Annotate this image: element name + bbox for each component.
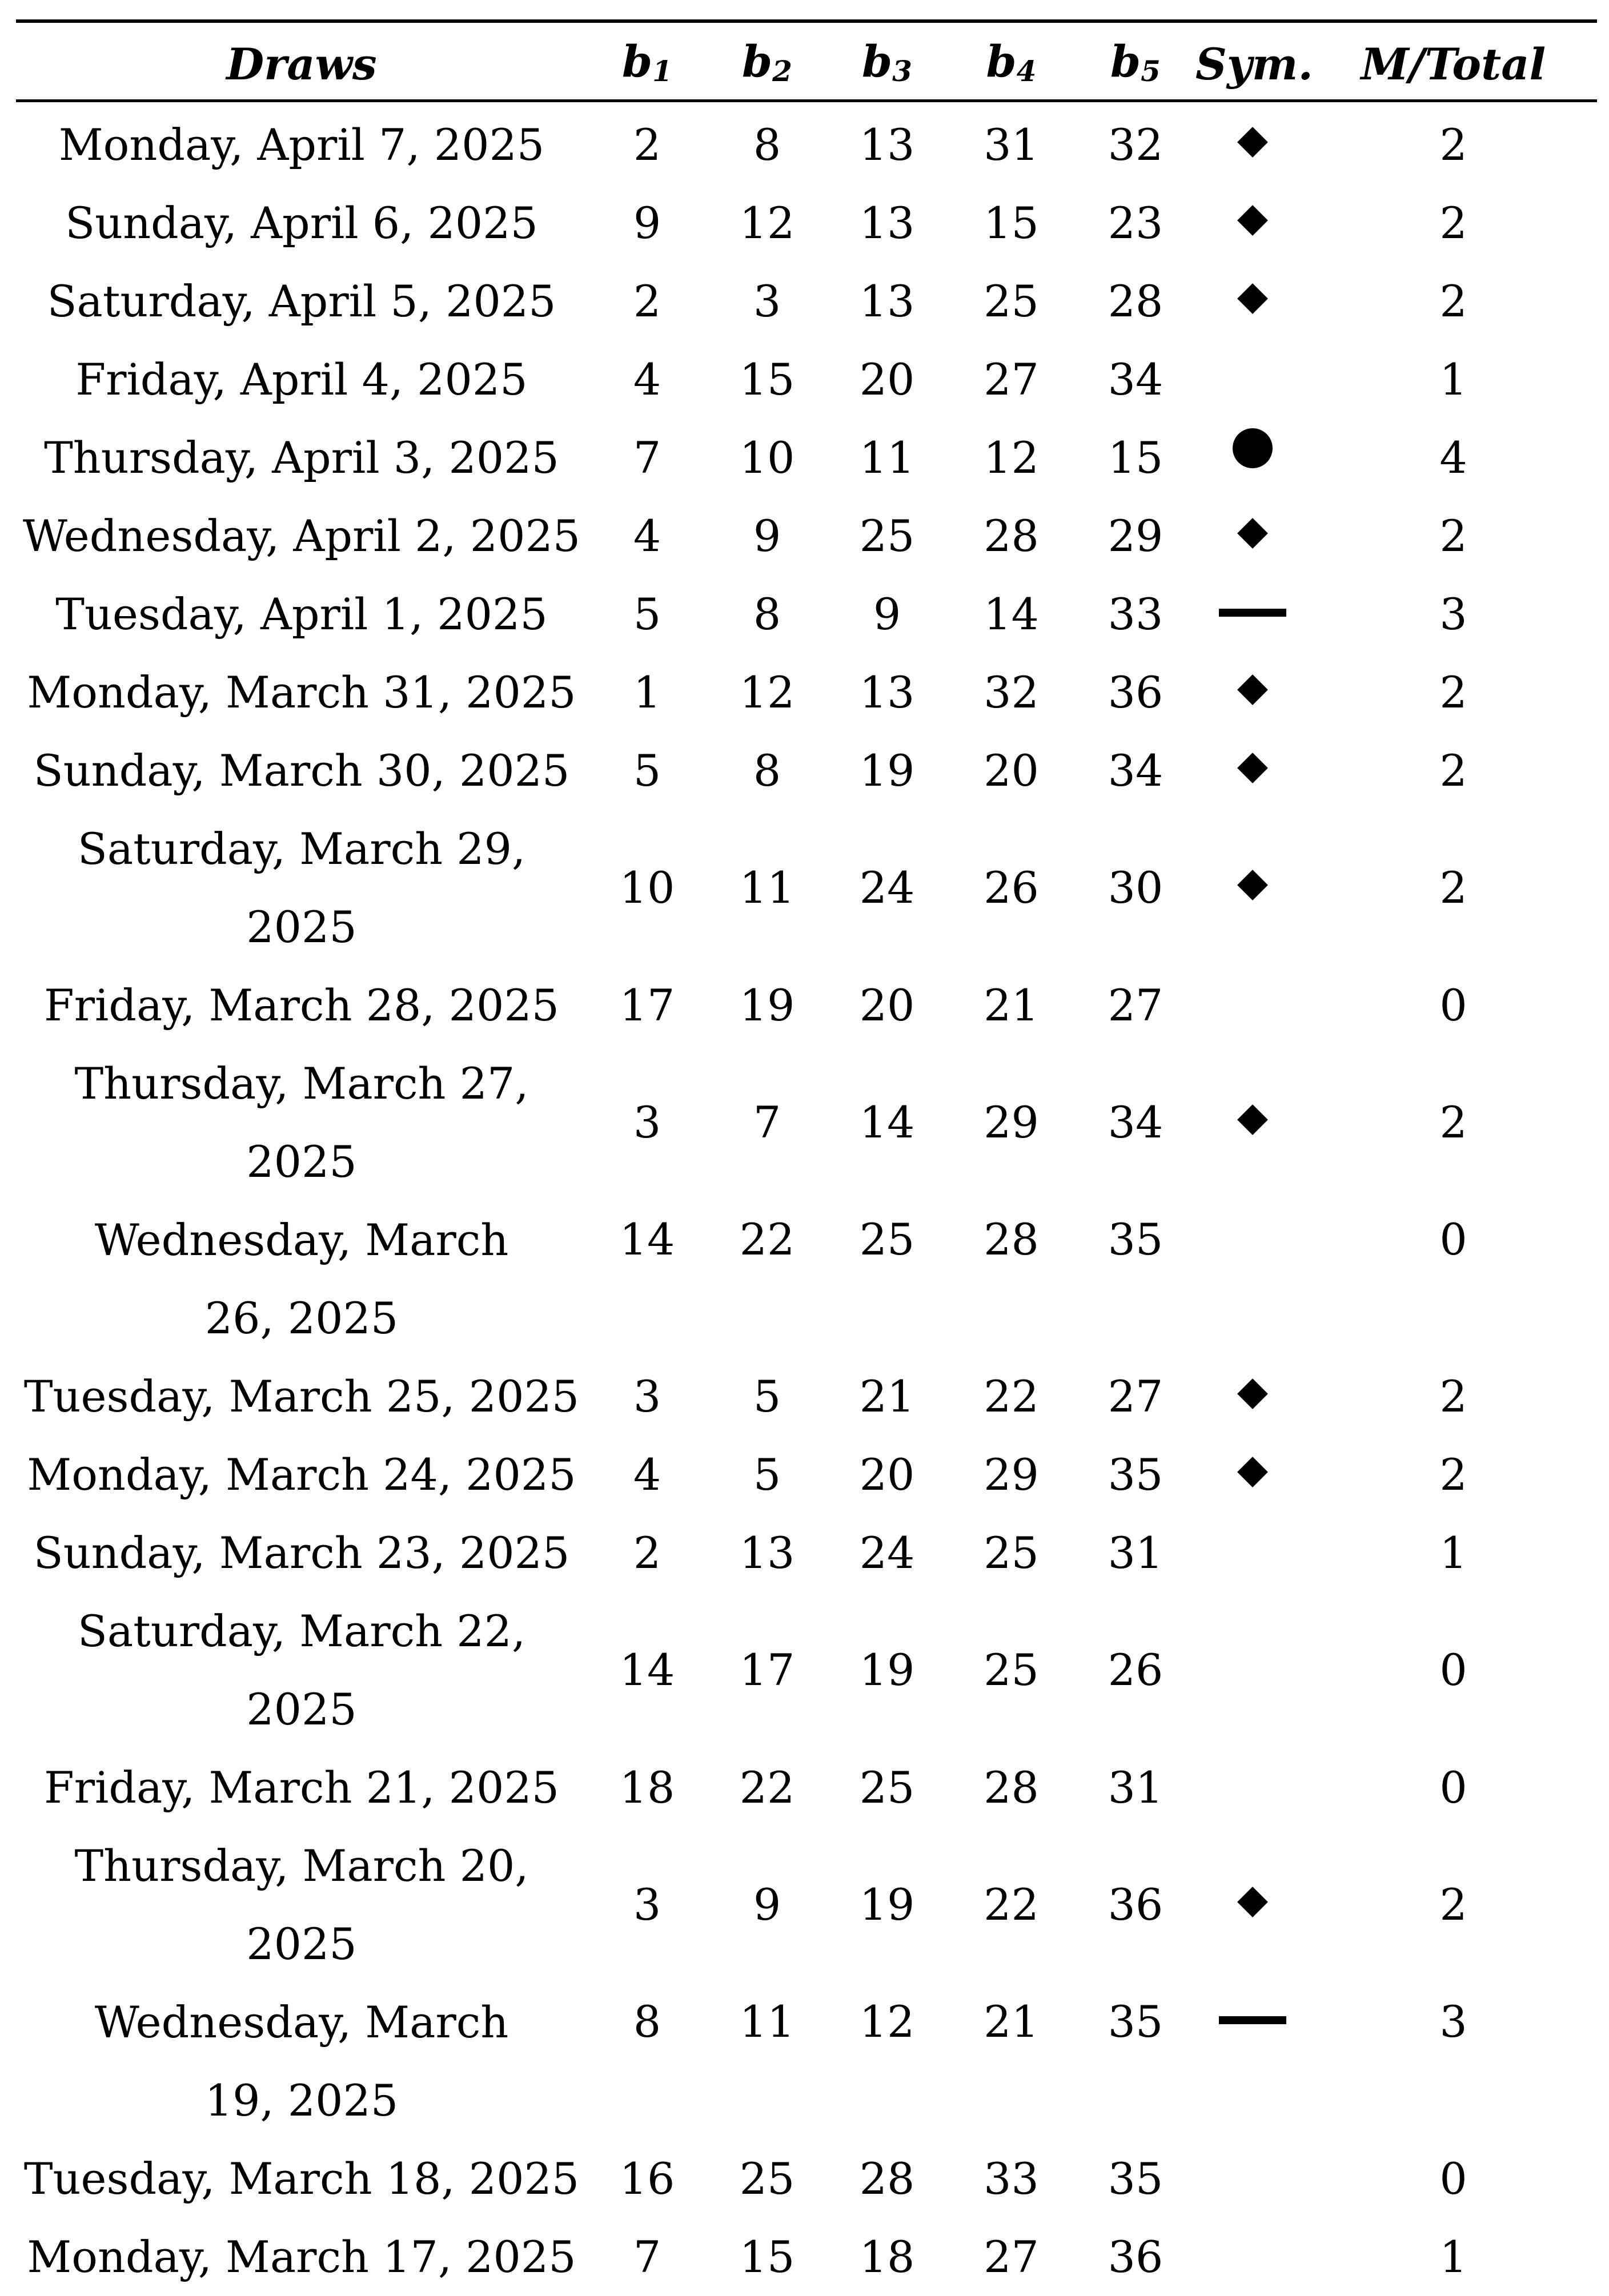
ball-b1-cell: 4 bbox=[633, 510, 661, 561]
table-row bbox=[16, 106, 1597, 184]
ball-b3-cell: 24 bbox=[859, 862, 915, 913]
ball-b3-cell: 9 bbox=[873, 588, 901, 640]
table-row bbox=[16, 497, 1597, 575]
draws-table bbox=[16, 23, 1597, 2296]
ball-b1-cell: 7 bbox=[633, 2231, 661, 2282]
symbol-cell bbox=[1195, 2140, 1310, 2218]
table-row bbox=[16, 653, 1597, 731]
diamond-icon bbox=[1237, 1887, 1268, 1917]
match-total-cell: 0 bbox=[1439, 1762, 1467, 1813]
ball-b5-cell: 28 bbox=[1108, 275, 1163, 327]
ball-b5-cell: 31 bbox=[1108, 1762, 1163, 1813]
header-total: M/Total bbox=[1361, 38, 1546, 90]
ball-b4-cell: 29 bbox=[984, 1449, 1039, 1500]
ball-b2-cell: 11 bbox=[739, 1996, 795, 2047]
ball-b4-cell: 21 bbox=[984, 979, 1039, 1031]
symbol-cell bbox=[1195, 966, 1310, 1044]
ball-b5-cell: 35 bbox=[1108, 1449, 1163, 1500]
table-row bbox=[16, 1827, 1597, 1983]
header-b3-subscript: 3 bbox=[892, 54, 912, 88]
ball-b3-cell: 13 bbox=[859, 197, 915, 248]
draw-date-cell: Thursday, March 27, 2025 bbox=[74, 1058, 529, 1187]
table-row bbox=[16, 1201, 1597, 1357]
symbol-cell bbox=[1195, 1748, 1310, 1827]
header-b2-letter: b bbox=[742, 36, 773, 87]
ball-b4-cell: 32 bbox=[984, 666, 1039, 718]
symbol-cell bbox=[1195, 2218, 1310, 2296]
match-total-cell: 1 bbox=[1439, 2231, 1467, 2282]
ball-b2-cell: 12 bbox=[739, 666, 795, 718]
ball-b4-cell: 28 bbox=[984, 510, 1039, 561]
table-row bbox=[16, 419, 1597, 497]
draw-date-cell: Sunday, April 6, 2025 bbox=[65, 198, 538, 248]
diamond-icon bbox=[1237, 1378, 1268, 1409]
ball-b3-cell: 19 bbox=[859, 1644, 915, 1695]
ball-b3-cell: 21 bbox=[859, 1370, 915, 1422]
header-b1-letter: b bbox=[622, 36, 653, 87]
ball-b3-cell: 12 bbox=[859, 1996, 915, 2047]
header-b5-subscript: 5 bbox=[1141, 54, 1161, 88]
match-total-cell: 2 bbox=[1439, 862, 1467, 913]
dash-icon bbox=[1219, 609, 1286, 617]
ball-b2-cell: 17 bbox=[739, 1644, 795, 1695]
ball-b4-cell: 31 bbox=[984, 119, 1039, 170]
ball-b1-cell: 4 bbox=[633, 353, 661, 405]
ball-b1-cell: 5 bbox=[633, 745, 661, 796]
draw-date-cell: Tuesday, March 25, 2025 bbox=[23, 1371, 580, 1422]
diamond-icon bbox=[1237, 753, 1268, 783]
ball-b3-cell: 28 bbox=[859, 2153, 915, 2204]
ball-b5-cell: 34 bbox=[1108, 1097, 1163, 1148]
table-row bbox=[16, 262, 1597, 340]
ball-b3-cell: 14 bbox=[859, 1097, 915, 1148]
header-b1 bbox=[587, 23, 707, 106]
draw-date-cell: Saturday, March 22, 2025 bbox=[77, 1606, 526, 1735]
draw-date-cell: Wednesday, March 26, 2025 bbox=[94, 1215, 509, 1344]
symbol-cell bbox=[1195, 1201, 1310, 1357]
ball-b5-cell: 31 bbox=[1108, 1527, 1163, 1578]
table-row bbox=[16, 340, 1597, 419]
symbol-cell bbox=[1195, 1827, 1310, 1983]
table-row bbox=[16, 575, 1597, 653]
match-total-cell: 2 bbox=[1439, 510, 1467, 561]
ball-b2-cell: 5 bbox=[753, 1449, 781, 1500]
match-total-cell: 2 bbox=[1439, 197, 1467, 248]
header-b5-letter: b bbox=[1110, 36, 1141, 87]
header-symbol: Sym. bbox=[1195, 38, 1313, 90]
ball-b2-cell: 15 bbox=[739, 2231, 795, 2282]
ball-b5-cell: 35 bbox=[1108, 1214, 1163, 1265]
ball-b1-cell: 7 bbox=[633, 432, 661, 483]
match-total-cell: 2 bbox=[1439, 1449, 1467, 1500]
diamond-icon bbox=[1237, 1457, 1268, 1487]
table-row bbox=[16, 1748, 1597, 1827]
symbol-cell bbox=[1195, 731, 1310, 810]
header-b1-subscript: 1 bbox=[652, 54, 672, 88]
draw-date-cell: Wednesday, April 2, 2025 bbox=[22, 510, 581, 561]
ball-b2-cell: 25 bbox=[739, 2153, 795, 2204]
match-total-cell: 4 bbox=[1439, 432, 1467, 483]
ball-b4-cell: 29 bbox=[984, 1097, 1039, 1148]
draw-date-cell: Monday, March 24, 2025 bbox=[27, 1449, 576, 1500]
match-total-cell: 0 bbox=[1439, 1214, 1467, 1265]
table-row bbox=[16, 731, 1597, 810]
ball-b4-cell: 15 bbox=[984, 197, 1039, 248]
dash-icon bbox=[1219, 2016, 1286, 2024]
match-total-cell: 2 bbox=[1439, 1370, 1467, 1422]
match-total-cell: 3 bbox=[1439, 1996, 1467, 2047]
ball-b5-cell: 35 bbox=[1108, 1996, 1163, 2047]
ball-b3-cell: 20 bbox=[859, 1449, 915, 1500]
ball-b1-cell: 17 bbox=[619, 979, 675, 1031]
ball-b5-cell: 23 bbox=[1108, 197, 1163, 248]
draw-date-cell: Sunday, March 30, 2025 bbox=[33, 745, 570, 796]
ball-b2-cell: 12 bbox=[739, 197, 795, 248]
match-total-cell: 0 bbox=[1439, 979, 1467, 1031]
ball-b5-cell: 32 bbox=[1108, 119, 1163, 170]
ball-b2-cell: 5 bbox=[753, 1370, 781, 1422]
match-total-cell: 0 bbox=[1439, 1644, 1467, 1695]
symbol-cell bbox=[1195, 497, 1310, 575]
ball-b1-cell: 8 bbox=[633, 1996, 661, 2047]
symbol-cell bbox=[1195, 653, 1310, 731]
match-total-cell: 1 bbox=[1439, 353, 1467, 405]
symbol-cell bbox=[1195, 419, 1310, 497]
draw-date-cell: Friday, March 21, 2025 bbox=[43, 1762, 560, 1813]
ball-b3-cell: 13 bbox=[859, 666, 915, 718]
ball-b5-cell: 34 bbox=[1108, 353, 1163, 405]
ball-b2-cell: 15 bbox=[739, 353, 795, 405]
symbol-cell bbox=[1195, 340, 1310, 419]
draw-date-cell: Saturday, March 29, 2025 bbox=[77, 823, 526, 952]
diamond-icon bbox=[1237, 205, 1268, 236]
symbol-cell bbox=[1195, 262, 1310, 340]
symbol-cell bbox=[1195, 184, 1310, 262]
table-row bbox=[16, 2218, 1597, 2296]
symbol-cell bbox=[1195, 575, 1310, 653]
draw-date-cell: Thursday, March 20, 2025 bbox=[74, 1840, 529, 1969]
ball-b4-cell: 14 bbox=[984, 588, 1039, 640]
diamond-icon bbox=[1237, 674, 1268, 705]
draw-date-cell: Sunday, March 23, 2025 bbox=[33, 1527, 570, 1578]
symbol-cell bbox=[1195, 106, 1310, 184]
ball-b4-cell: 20 bbox=[984, 745, 1039, 796]
draw-date-cell: Tuesday, April 1, 2025 bbox=[55, 589, 548, 640]
ball-b1-cell: 2 bbox=[633, 275, 661, 327]
ball-b1-cell: 18 bbox=[619, 1762, 675, 1813]
header-b2 bbox=[707, 23, 827, 106]
ball-b5-cell: 36 bbox=[1108, 1879, 1163, 1930]
symbol-cell bbox=[1195, 1044, 1310, 1201]
ball-b5-cell: 36 bbox=[1108, 666, 1163, 718]
header-row bbox=[16, 23, 1597, 106]
draw-date-cell: Friday, March 28, 2025 bbox=[43, 980, 560, 1031]
ball-b3-cell: 25 bbox=[859, 510, 915, 561]
ball-b1-cell: 3 bbox=[633, 1879, 661, 1930]
header-b3 bbox=[827, 23, 947, 106]
ball-b4-cell: 25 bbox=[984, 1644, 1039, 1695]
ball-b2-cell: 9 bbox=[753, 1879, 781, 1930]
diamond-icon bbox=[1237, 870, 1268, 900]
ball-b4-cell: 28 bbox=[984, 1214, 1039, 1265]
ball-b2-cell: 22 bbox=[739, 1762, 795, 1813]
ball-b5-cell: 26 bbox=[1108, 1644, 1163, 1695]
draw-date-cell: Saturday, April 5, 2025 bbox=[47, 276, 556, 327]
ball-b5-cell: 36 bbox=[1108, 2231, 1163, 2282]
symbol-cell bbox=[1195, 1514, 1310, 1592]
header-draws: Draws bbox=[226, 38, 377, 90]
table-row bbox=[16, 1983, 1597, 2140]
ball-b5-cell: 34 bbox=[1108, 745, 1163, 796]
ball-b4-cell: 22 bbox=[984, 1370, 1039, 1422]
match-total-cell: 2 bbox=[1439, 666, 1467, 718]
ball-b3-cell: 25 bbox=[859, 1214, 915, 1265]
header-b4-subscript: 4 bbox=[1016, 54, 1037, 88]
ball-b3-cell: 13 bbox=[859, 275, 915, 327]
match-total-cell: 2 bbox=[1439, 1097, 1467, 1148]
table-body bbox=[16, 106, 1597, 2296]
ball-b1-cell: 4 bbox=[633, 1449, 661, 1500]
ball-b2-cell: 3 bbox=[753, 275, 781, 327]
ball-b1-cell: 14 bbox=[619, 1644, 675, 1695]
ball-b5-cell: 27 bbox=[1108, 979, 1163, 1031]
ball-b2-cell: 10 bbox=[739, 432, 795, 483]
ball-b3-cell: 25 bbox=[859, 1762, 915, 1813]
ball-b4-cell: 12 bbox=[984, 432, 1039, 483]
diamond-icon bbox=[1237, 518, 1268, 549]
ball-b3-cell: 24 bbox=[859, 1527, 915, 1578]
ball-b2-cell: 8 bbox=[753, 588, 781, 640]
ball-b1-cell: 3 bbox=[633, 1097, 661, 1148]
ball-b1-cell: 3 bbox=[633, 1370, 661, 1422]
ball-b3-cell: 11 bbox=[859, 432, 915, 483]
symbol-cell bbox=[1195, 810, 1310, 966]
ball-b4-cell: 28 bbox=[984, 1762, 1039, 1813]
ball-b5-cell: 35 bbox=[1108, 2153, 1163, 2204]
match-total-cell: 3 bbox=[1439, 588, 1467, 640]
match-total-cell: 2 bbox=[1439, 745, 1467, 796]
ball-b5-cell: 29 bbox=[1108, 510, 1163, 561]
ball-b5-cell: 33 bbox=[1108, 588, 1163, 640]
ball-b4-cell: 27 bbox=[984, 353, 1039, 405]
header-b4-letter: b bbox=[986, 36, 1017, 87]
draw-date-cell: Friday, April 4, 2025 bbox=[75, 354, 528, 405]
ball-b4-cell: 21 bbox=[984, 1996, 1039, 2047]
header-b4 bbox=[947, 23, 1076, 106]
ball-b1-cell: 2 bbox=[633, 1527, 661, 1578]
draw-date-cell: Thursday, April 3, 2025 bbox=[44, 432, 559, 483]
match-total-cell: 0 bbox=[1439, 2153, 1467, 2204]
draw-date-cell: Monday, April 7, 2025 bbox=[58, 119, 545, 170]
ball-b4-cell: 33 bbox=[984, 2153, 1039, 2204]
ball-b2-cell: 8 bbox=[753, 119, 781, 170]
ball-b1-cell: 9 bbox=[633, 197, 661, 248]
table-row bbox=[16, 810, 1597, 966]
symbol-cell bbox=[1195, 1435, 1310, 1514]
draw-date-cell: Monday, March 31, 2025 bbox=[27, 667, 576, 718]
diamond-icon bbox=[1237, 1104, 1268, 1135]
draw-date-cell: Tuesday, March 18, 2025 bbox=[23, 2153, 580, 2204]
table-row bbox=[16, 1514, 1597, 1592]
ball-b4-cell: 26 bbox=[984, 862, 1039, 913]
ball-b1-cell: 1 bbox=[633, 666, 661, 718]
ball-b2-cell: 9 bbox=[753, 510, 781, 561]
ball-b3-cell: 18 bbox=[859, 2231, 915, 2282]
match-total-cell: 2 bbox=[1439, 1879, 1467, 1930]
ball-b5-cell: 27 bbox=[1108, 1370, 1163, 1422]
table-row bbox=[16, 966, 1597, 1044]
ball-b3-cell: 20 bbox=[859, 979, 915, 1031]
ball-b5-cell: 30 bbox=[1108, 862, 1163, 913]
match-total-cell: 2 bbox=[1439, 275, 1467, 327]
ball-b2-cell: 8 bbox=[753, 745, 781, 796]
ball-b1-cell: 10 bbox=[619, 862, 675, 913]
ball-b2-cell: 11 bbox=[739, 862, 795, 913]
table-row bbox=[16, 1592, 1597, 1748]
ball-b1-cell: 5 bbox=[633, 588, 661, 640]
header-b2-subscript: 2 bbox=[772, 54, 792, 88]
draw-date-cell: Monday, March 17, 2025 bbox=[27, 2231, 576, 2282]
table-row bbox=[16, 1044, 1597, 1201]
ball-b2-cell: 13 bbox=[739, 1527, 795, 1578]
draw-date-cell: Wednesday, March 19, 2025 bbox=[94, 1997, 509, 2126]
match-total-cell: 2 bbox=[1439, 119, 1467, 170]
circle-icon bbox=[1233, 428, 1273, 468]
ball-b4-cell: 27 bbox=[984, 2231, 1039, 2282]
ball-b3-cell: 19 bbox=[859, 1879, 915, 1930]
symbol-cell bbox=[1195, 1357, 1310, 1435]
table-row bbox=[16, 1435, 1597, 1514]
ball-b4-cell: 22 bbox=[984, 1879, 1039, 1930]
ball-b1-cell: 14 bbox=[619, 1214, 675, 1265]
ball-b1-cell: 2 bbox=[633, 119, 661, 170]
ball-b2-cell: 22 bbox=[739, 1214, 795, 1265]
ball-b3-cell: 13 bbox=[859, 119, 915, 170]
symbol-cell bbox=[1195, 1592, 1310, 1748]
table-row bbox=[16, 1357, 1597, 1435]
symbol-cell bbox=[1195, 1983, 1310, 2140]
ball-b5-cell: 15 bbox=[1108, 432, 1163, 483]
ball-b4-cell: 25 bbox=[984, 1527, 1039, 1578]
ball-b4-cell: 25 bbox=[984, 275, 1039, 327]
ball-b2-cell: 19 bbox=[739, 979, 795, 1031]
ball-b3-cell: 20 bbox=[859, 353, 915, 405]
header-b5 bbox=[1076, 23, 1195, 106]
ball-b2-cell: 7 bbox=[753, 1097, 781, 1148]
diamond-icon bbox=[1237, 283, 1268, 314]
ball-b1-cell: 16 bbox=[619, 2153, 675, 2204]
table-row bbox=[16, 2140, 1597, 2218]
header-b3-letter: b bbox=[862, 36, 893, 87]
table-row bbox=[16, 184, 1597, 262]
ball-b3-cell: 19 bbox=[859, 745, 915, 796]
diamond-icon bbox=[1237, 127, 1268, 158]
match-total-cell: 1 bbox=[1439, 1527, 1467, 1578]
